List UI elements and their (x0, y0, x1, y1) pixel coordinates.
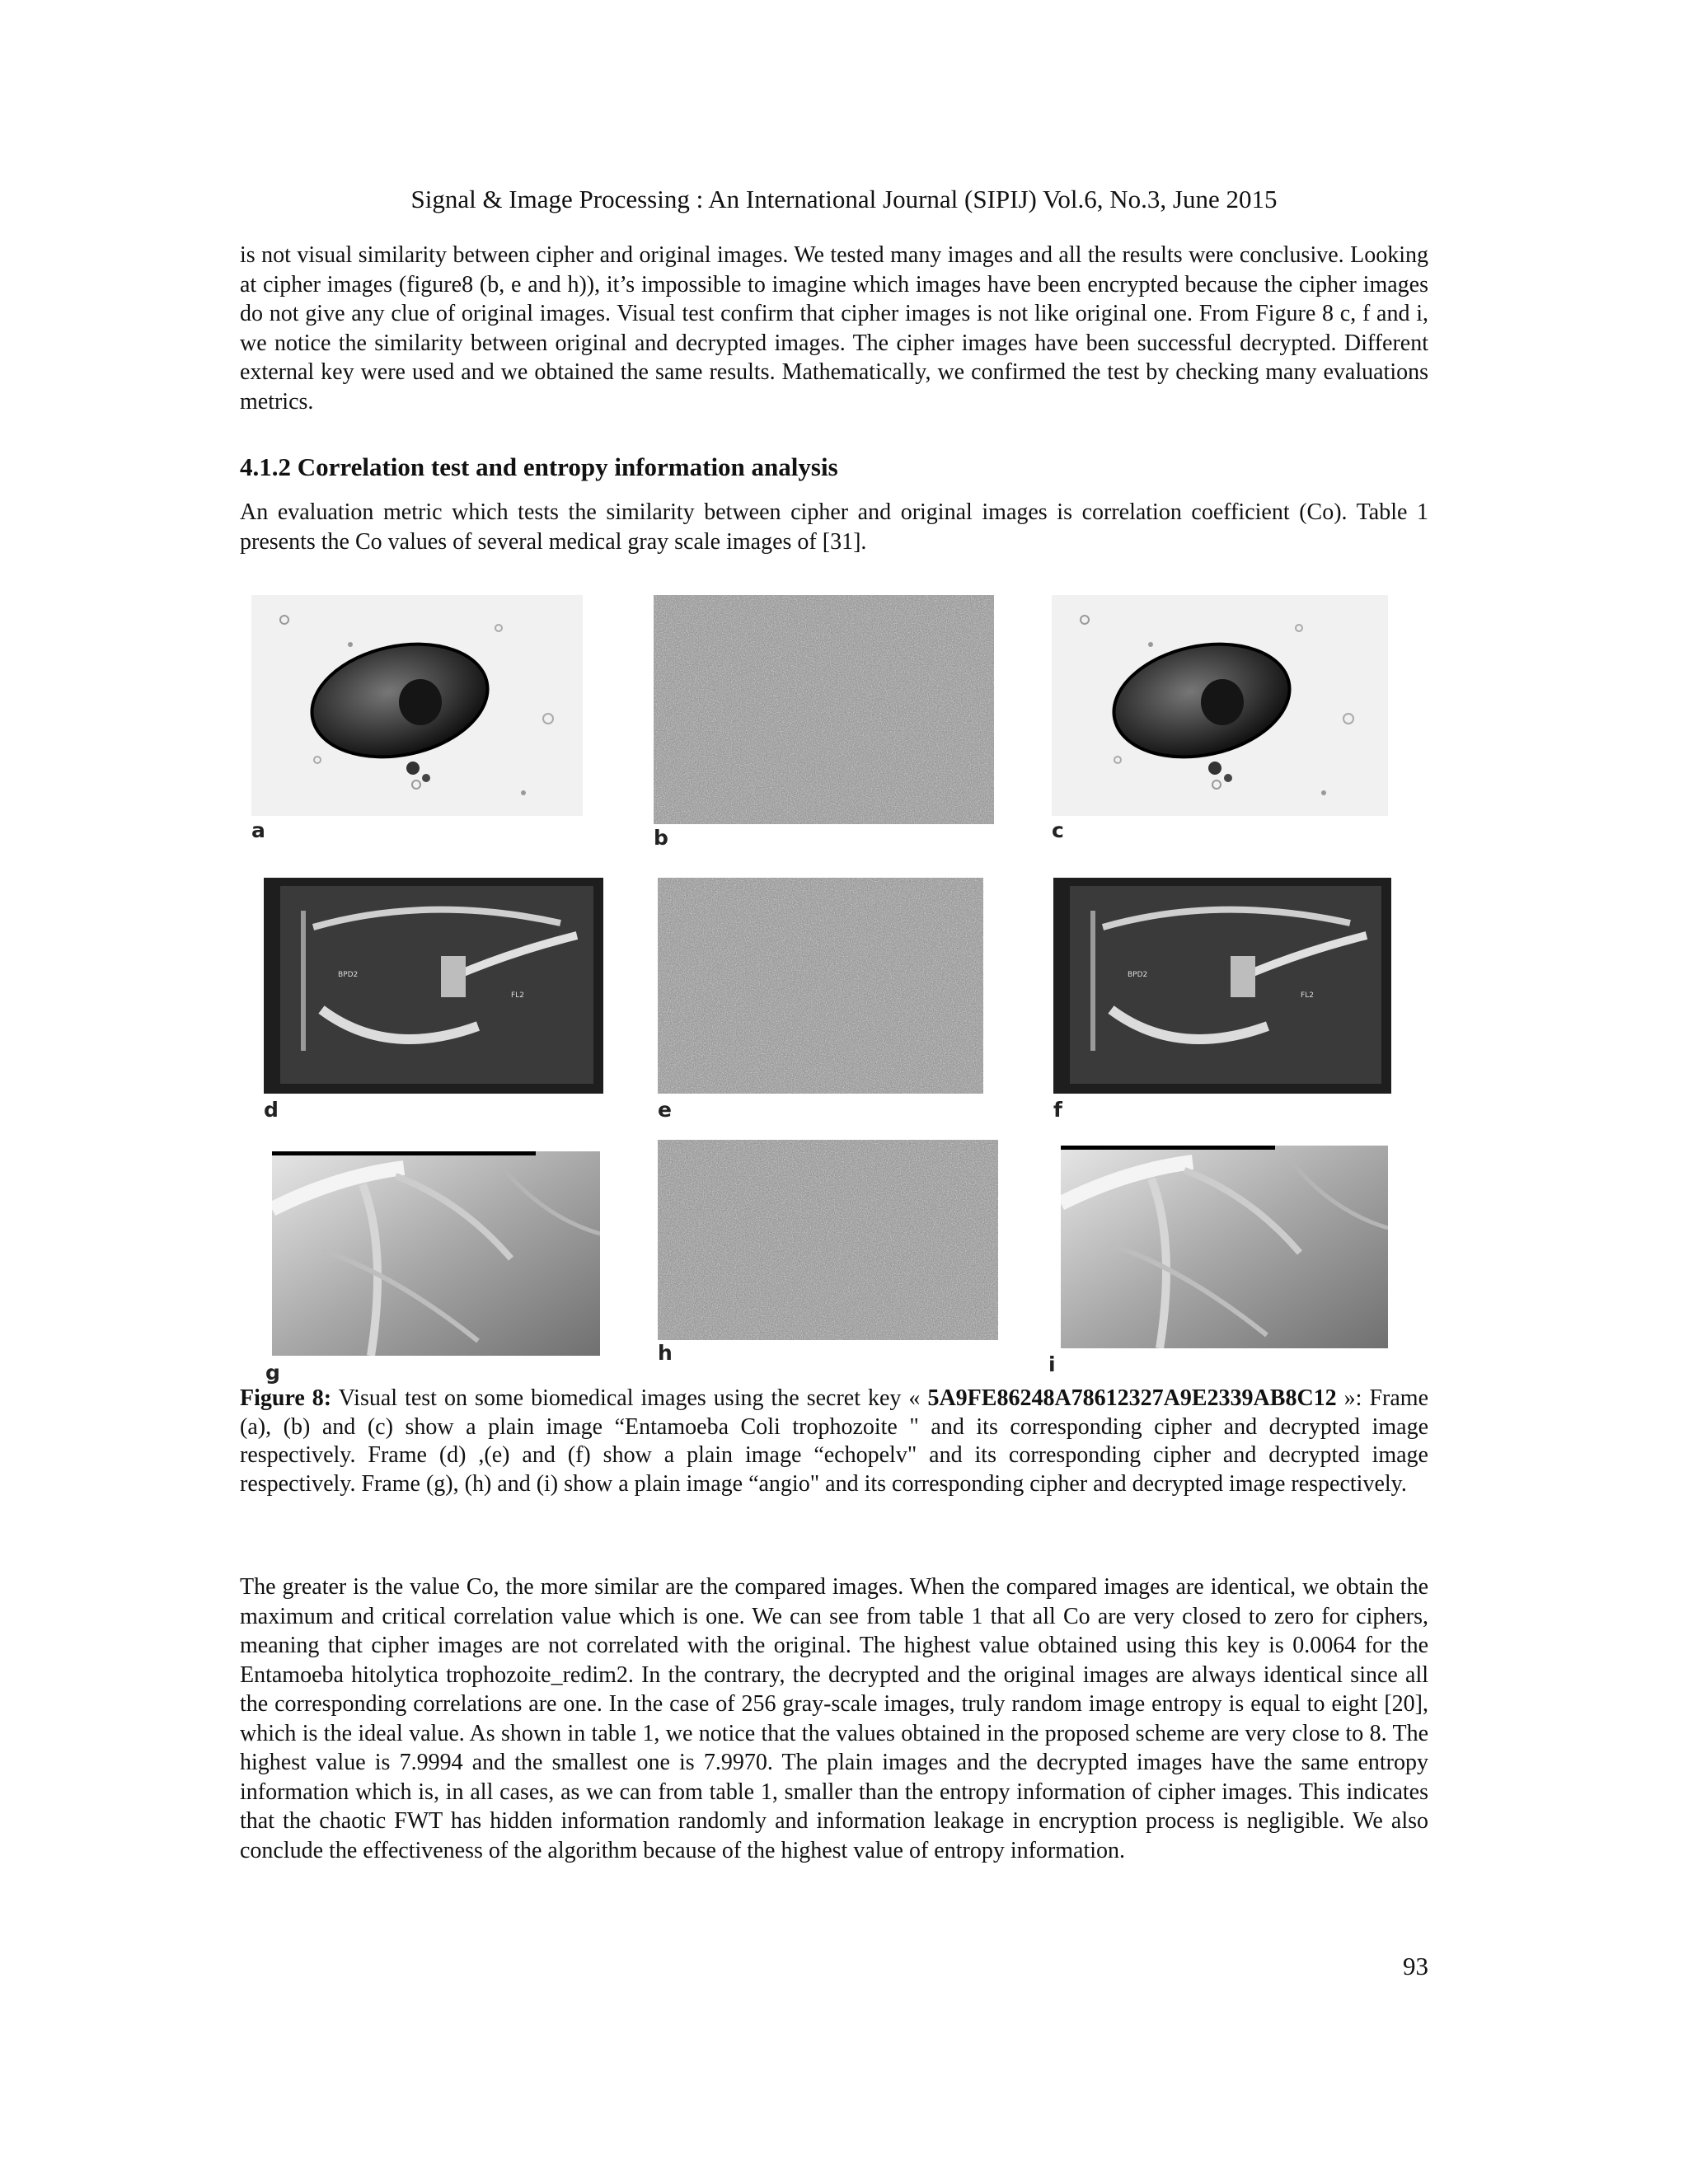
caption-label: Figure 8: (240, 1385, 332, 1411)
section-paragraph: An evaluation metric which tests the similarity between cipher and original images is correlation coefficient (Co). Table 1 presents the Co values of several medical gray scale images of [31]. (240, 499, 1428, 555)
figure-panel-c-decrypted-entamoeba (1052, 595, 1388, 816)
figure-panel-a-plain-entamoeba (251, 595, 583, 816)
figure-panel-f-decrypted-echopelv (1053, 878, 1391, 1094)
figure-label-c: c (1052, 818, 1064, 842)
figure-panel-h-cipher-image (658, 1140, 998, 1340)
results-paragraph: The greater is the value Co, the more similar are the compared images. When the compared images are identical, we obtain the maximum and critical correlation value which is one. We can see from table 1 that all Co are very closed to zero for ciphers, meaning that cipher images are not correlated with the original. The highest value obtained using this key is 0.0064 for the Entamoeba hitolytica trophozoite_redim2. In the contrary, the decrypted and the original images are always identical since all the corresponding correlations are one. In the case of 256 gray-scale images, truly random image entropy is equal to eight [20], which is the ideal value. As shown in table 1, we notice that the values obtained in the proposed scheme are very close to 8. The highest value is 7.9994 and the smallest one is 7.9970. The plain images and the decrypted images have the same entropy information which is, in all cases, as we can from table 1, smaller than the entropy information of cipher images. This indicates that the chaotic FWT has hidden information randomly and information leakage in encryption process is negligible. We also conclude the effectiveness of the algorithm because of the highest value of entropy information. (240, 1574, 1428, 1863)
intro-paragraph: is not visual similarity between cipher and original images. We tested many images and all the results were conclusive. Looking at cipher images (figure8 (b, e and h)), it’s impossible to imagine which images have been encrypted because the cipher images do not give any clue of original images. Visual test confirm that cipher images is not like original one. From Figure 8 c, f and i, we notice the similarity between original and decrypted images. The cipher images have been successful decrypted. Different external key were used and we obtained the same results. Mathematically, we confirmed the test by checking many evaluations metrics. (240, 242, 1428, 415)
ultrasound-label-fl2: FL2 (511, 991, 524, 1000)
figure-label-h: h (658, 1341, 673, 1365)
figure-label-b: b (654, 826, 668, 850)
page-number: 93 (1403, 1952, 1428, 1980)
figure-panel-d-plain-echopelv (264, 878, 603, 1094)
figure-label-a: a (251, 818, 265, 842)
figure-label-d: d (264, 1098, 279, 1122)
caption-text-post: »: Frame (a), (b) and (c) show a plain image “Entamoeba Coli trophozoite " and its corresponding cipher and decrypted image respectively. Frame (d) ,(e) and (f) show a plain image “echopelv" and its corresponding cipher and decrypted image respectively. Frame (g), (h) and (i) show a plain image “angio" and its corresponding cipher and decrypted image respectively. (240, 1385, 1428, 1497)
figure-label-e: e (658, 1098, 672, 1122)
figure-label-i: i (1048, 1352, 1056, 1376)
ultrasound-label-bpd2: BPD2 (1128, 971, 1148, 979)
running-header: Signal & Image Processing : An International Journal (SIPIJ) Vol.6, No.3, June 2015 (410, 185, 1278, 213)
figure-panel-e-cipher-image (658, 878, 983, 1094)
figure-label-f: f (1053, 1098, 1062, 1122)
figure-panel-i-decrypted-angio (1061, 1146, 1388, 1348)
caption-secret-key: 5A9FE86248A78612327A9E2339AB8C12 (927, 1385, 1337, 1411)
figure-caption (240, 1385, 1428, 1498)
figure-label-g: g (265, 1361, 280, 1385)
caption-text-pre: Visual test on some biomedical images using the secret key « (331, 1385, 928, 1411)
ultrasound-label-fl2: FL2 (1301, 991, 1314, 1000)
section-heading: 4.1.2 Correlation test and entropy information analysis (240, 452, 838, 481)
figure-panel-b-cipher-image (654, 595, 994, 824)
ultrasound-label-bpd2: BPD2 (338, 971, 359, 979)
figure-panel-g-plain-angio (272, 1151, 600, 1356)
